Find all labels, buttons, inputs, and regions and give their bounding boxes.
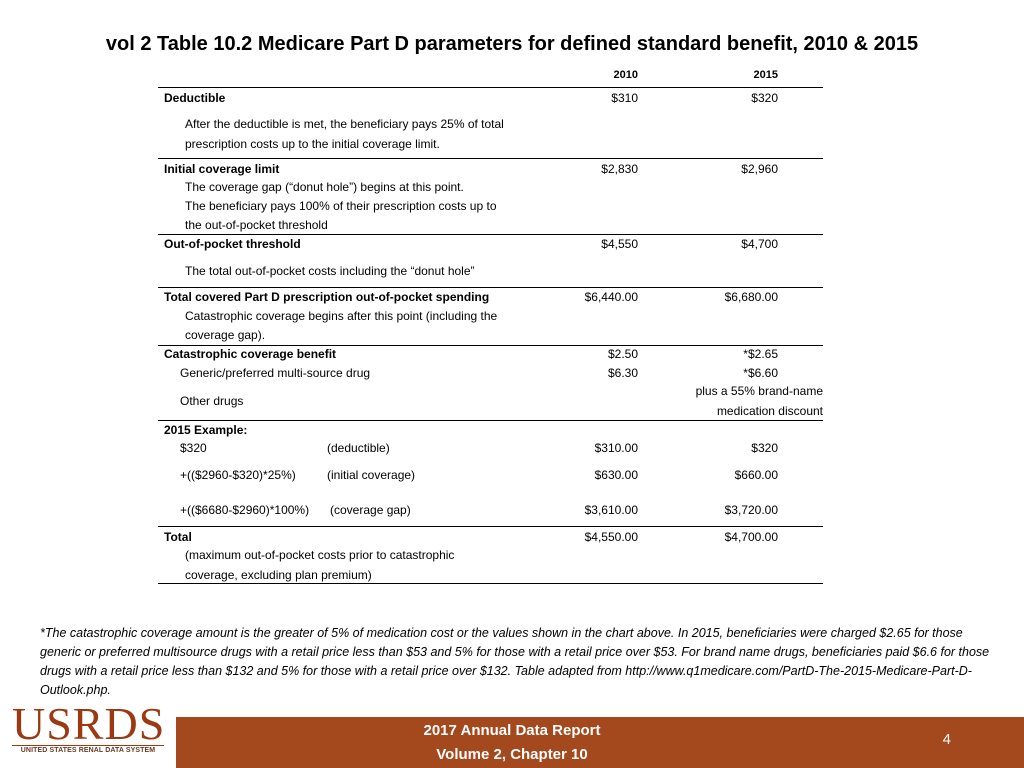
note-oop: The total out-of-pocket costs including the “donut hole”	[185, 264, 475, 278]
cell-example-2010: $3,610.00	[584, 503, 638, 517]
benefit-table	[158, 64, 823, 594]
col-header-2015: 2015	[753, 69, 778, 81]
logo-rule	[12, 745, 164, 746]
row-label-initial-coverage: Initial coverage limit	[164, 162, 280, 176]
footer-line-2: Volume 2, Chapter 10	[436, 746, 588, 763]
usrds-logo	[12, 698, 166, 755]
row-label-oop-threshold: Out-of-pocket threshold	[164, 237, 301, 251]
cell-generic-2010: $6.30	[607, 366, 638, 380]
footer-report-title	[176, 719, 848, 767]
cell-catastrophic-2015: *$2.65	[743, 347, 778, 361]
row-label-other-drugs: Other drugs	[180, 394, 244, 408]
example-formula: +(($6680-$2960)*100%)	[180, 503, 310, 517]
divider	[158, 234, 823, 235]
example-formula: $320	[180, 441, 207, 455]
cell-generic-2015: *$6.60	[743, 366, 778, 380]
row-label-deductible: Deductible	[164, 91, 226, 105]
cell-example-2015: $320	[751, 441, 778, 455]
cell-catastrophic-2010: $2.50	[607, 347, 638, 361]
divider	[158, 583, 823, 584]
cell-total-covered-2010: $6,440.00	[584, 290, 638, 304]
footer-line-1: 2017 Annual Data Report	[423, 722, 601, 739]
row-label-generic: Generic/preferred multi-source drug	[180, 366, 371, 380]
col-header-2010: 2010	[613, 69, 638, 81]
cell-deductible-2015: $320	[751, 91, 778, 105]
cell-initial-2015: $2,960	[741, 162, 778, 176]
divider	[158, 345, 823, 346]
cell-total-covered-2015: $6,680.00	[724, 290, 778, 304]
cell-other-drugs-2015: plus a 55% brand-name	[695, 384, 823, 398]
row-label-total-covered: Total covered Part D prescription out-of-pocket spending	[164, 290, 490, 304]
divider	[158, 287, 823, 288]
note-initial: the out-of-pocket threshold	[185, 218, 328, 232]
footnote: *The catastrophic coverage amount is the greater of 5% of medication cost or the values shown in the chart above. In 2015, beneficiaries were charged $2.65 for those generic or preferred multisource drugs with a retail price less than $53 and 5% for those with a retail price over $53. For brand name drugs, beneficiaries paid $6.6 for those drugs with a retail price less than $132 and 5% for those with a retail price over $132. Table adapted from http://www.q1medicare.com/PartD-The-2015-Medicare-Part-D-Outlook.php.	[40, 626, 990, 697]
note-total-covered: Catastrophic coverage begins after this point (including the	[185, 309, 498, 323]
cell-deductible-2010: $310	[611, 91, 638, 105]
cell-example-2010: $310.00	[594, 441, 638, 455]
cell-example-2015: $660.00	[734, 468, 778, 482]
note-total: coverage, excluding plan premium)	[185, 568, 372, 582]
page-title: vol 2 Table 10.2 Medicare Part D parameters for defined standard benefit, 2010 & 2015	[105, 33, 919, 55]
cell-other-drugs-2015: medication discount	[716, 404, 823, 418]
row-label-catastrophic: Catastrophic coverage benefit	[164, 347, 337, 361]
example-desc: (coverage gap)	[330, 503, 411, 517]
example-desc: (deductible)	[327, 441, 390, 455]
note-initial: The beneficiary pays 100% of their prescription costs up to	[185, 199, 497, 213]
divider	[158, 158, 823, 159]
cell-example-2010: $630.00	[594, 468, 638, 482]
footer-bar	[176, 717, 1024, 768]
example-desc: (initial coverage)	[327, 468, 416, 482]
logo-wordmark: USRDS	[12, 698, 166, 749]
cell-initial-2010: $2,830	[601, 162, 638, 176]
divider	[158, 87, 823, 88]
example-formula: +(($2960-$320)*25%)	[180, 468, 296, 482]
note-total: (maximum out-of-pocket costs prior to catastrophic	[185, 548, 455, 562]
divider	[158, 420, 823, 421]
row-label-example: 2015 Example:	[164, 423, 248, 437]
cell-oop-2010: $4,550	[601, 237, 638, 251]
cell-total-2015: $4,700.00	[724, 530, 778, 544]
cell-oop-2015: $4,700	[741, 237, 778, 251]
page-number: 4	[942, 731, 951, 748]
logo-subtitle: UNITED STATES RENAL DATA SYSTEM	[20, 747, 156, 754]
row-label-total: Total	[164, 530, 192, 544]
divider	[158, 526, 823, 527]
cell-total-2010: $4,550.00	[584, 530, 638, 544]
note-deductible: prescription costs up to the initial coverage limit.	[185, 137, 440, 151]
note-initial: The coverage gap (“donut hole”) begins at this point.	[185, 180, 464, 194]
note-deductible: After the deductible is met, the beneficiary pays 25% of total	[185, 117, 504, 131]
cell-example-2015: $3,720.00	[724, 503, 778, 517]
note-total-covered: coverage gap).	[185, 328, 266, 342]
